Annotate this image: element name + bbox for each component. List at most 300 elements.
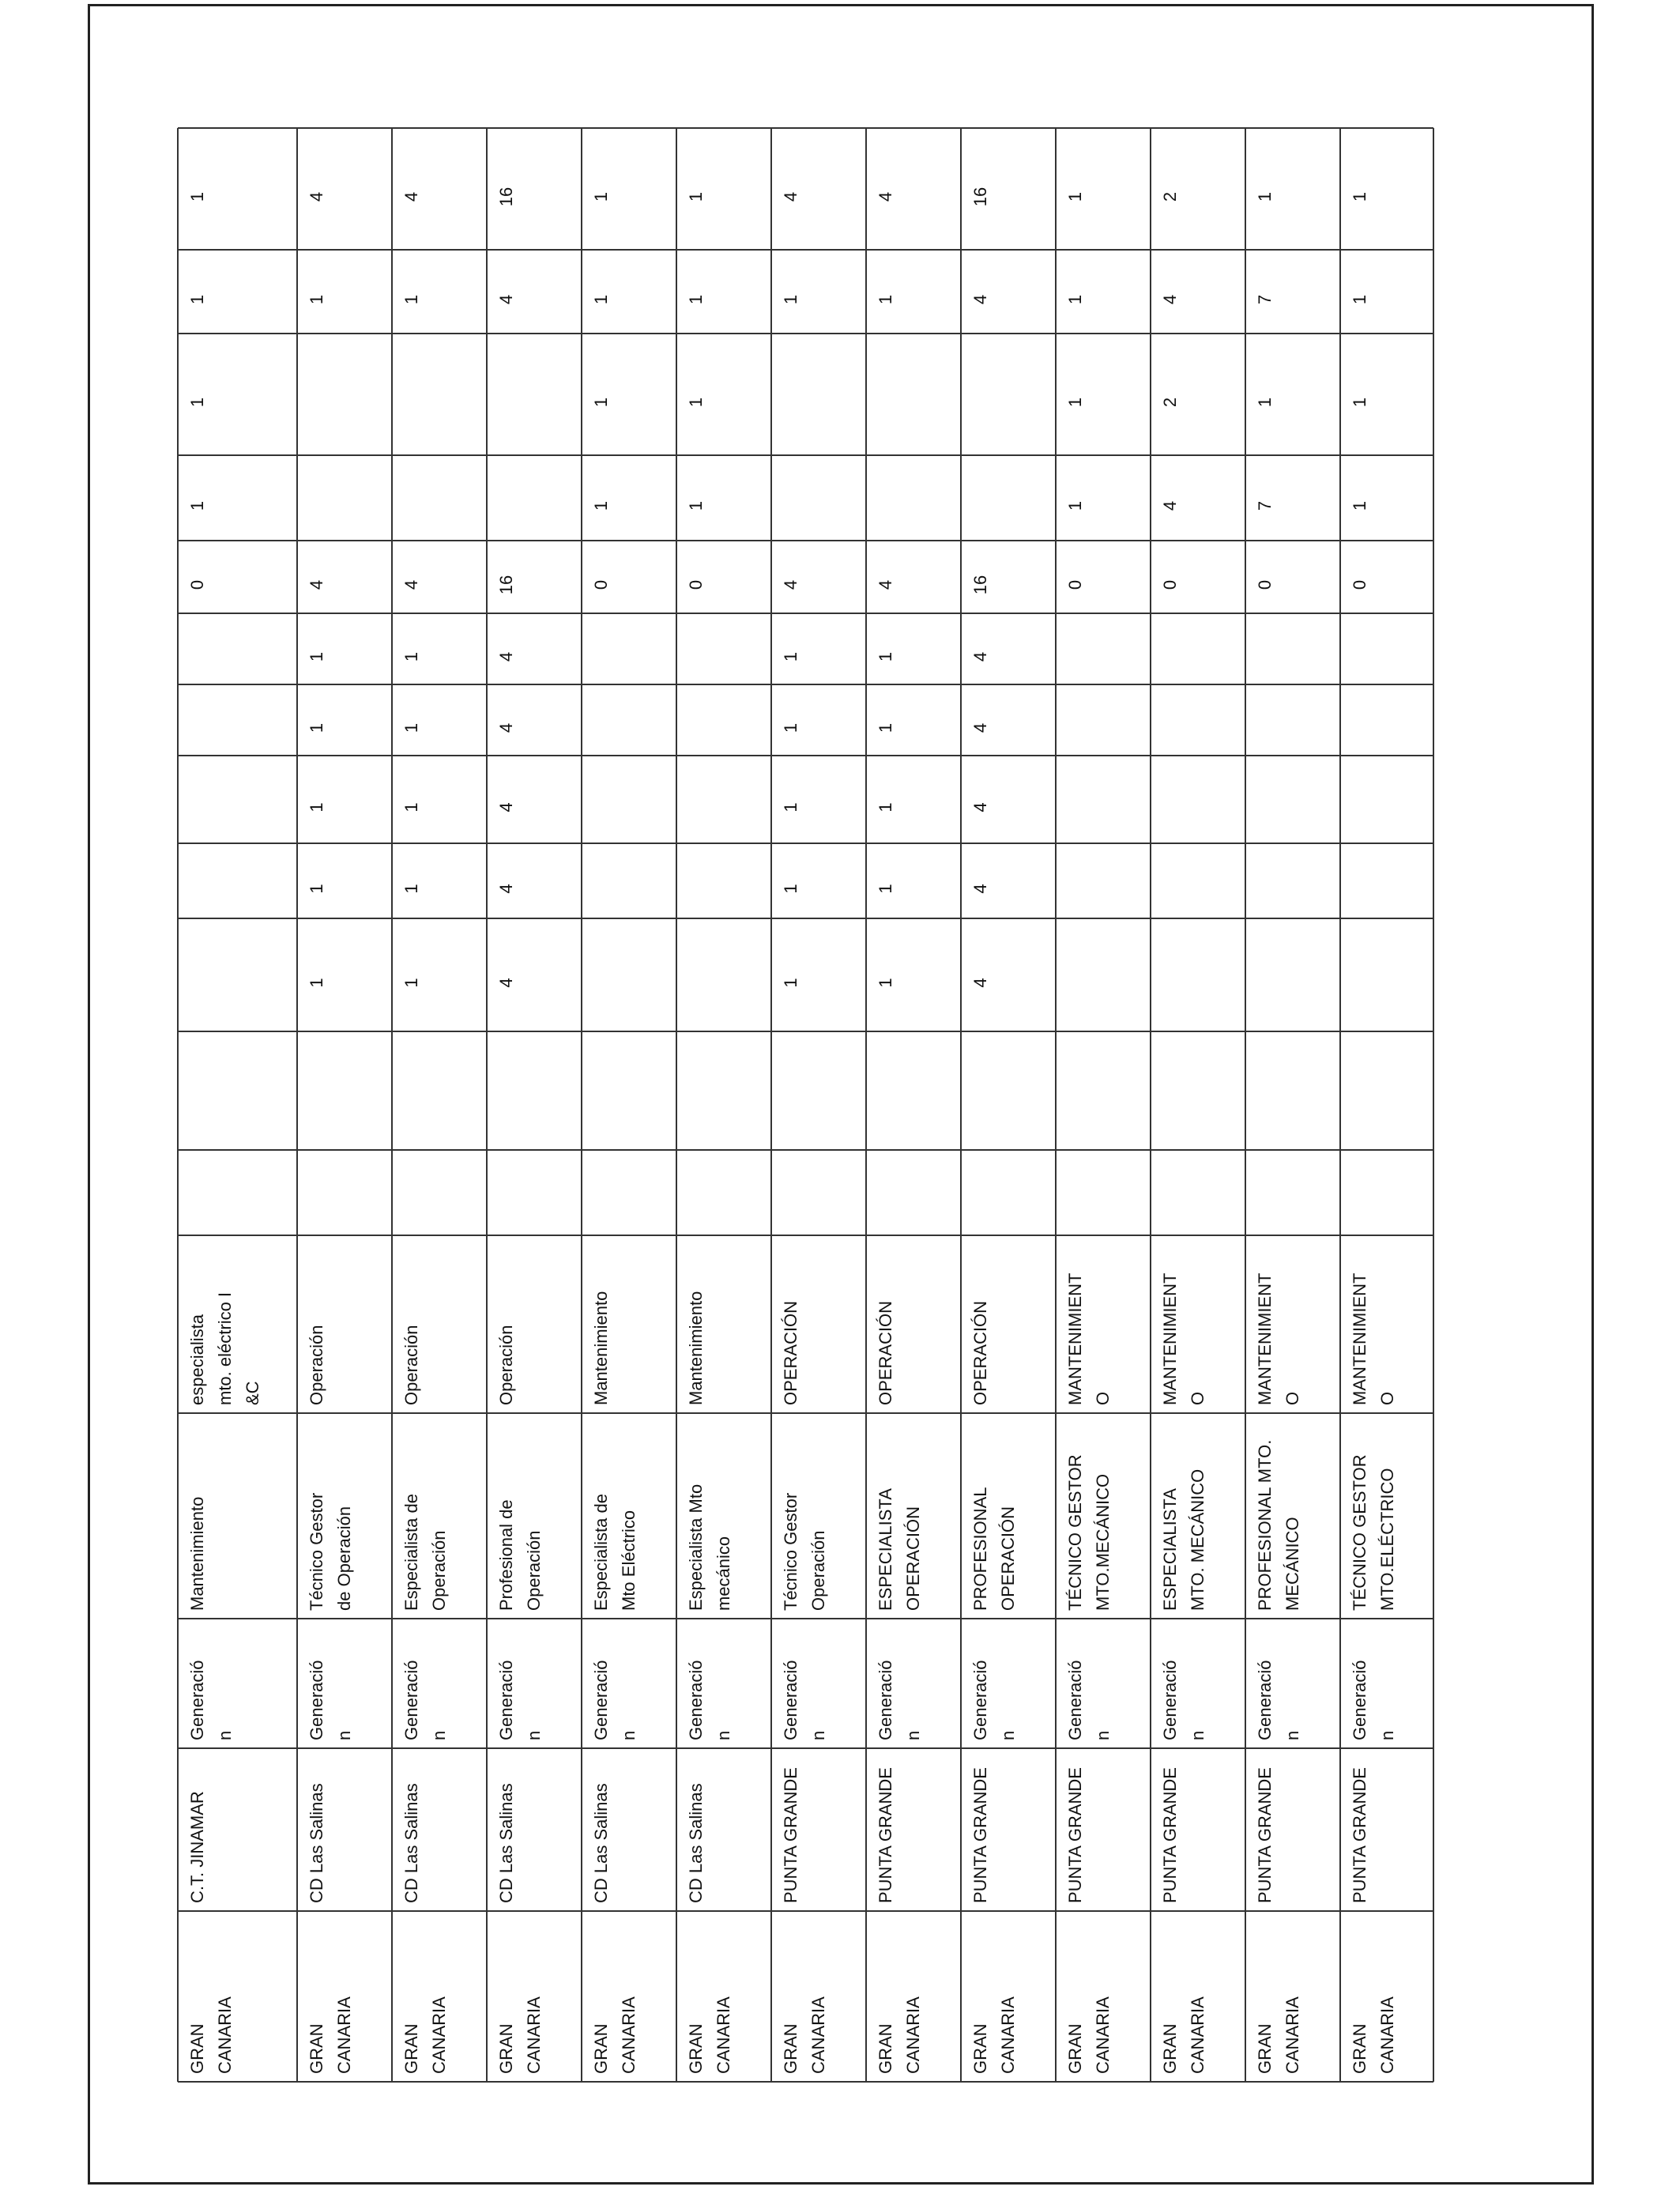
cell-center: [401, 1783, 421, 1903]
cell-text: mto. eléctrico I: [215, 1291, 235, 1405]
cell-text: 4: [970, 651, 990, 662]
cell-c9: [307, 802, 326, 812]
cell-c7: [970, 978, 990, 987]
cell-text: GRAN: [781, 2023, 800, 2074]
cell-position: [1160, 1469, 1207, 1611]
cell-text: O: [1377, 1391, 1398, 1405]
cell-center: [1255, 1767, 1275, 1903]
cell-text: 1: [401, 651, 421, 662]
cell-text: 4: [496, 978, 516, 988]
cell-text: 4: [401, 191, 421, 202]
cell-c15: [686, 295, 706, 304]
cell-c10: [307, 723, 326, 733]
cell-text: Generació: [496, 1660, 516, 1740]
cell-center: [187, 1791, 207, 1903]
cell-region: [1160, 1996, 1207, 2074]
cell-text: Generació: [970, 1660, 990, 1740]
cell-text: CANARIA: [334, 1996, 355, 2074]
cell-position: [496, 1499, 544, 1611]
cell-c16: [591, 192, 611, 202]
cell-text: CANARIA: [998, 1996, 1019, 2074]
cell-text: Operación: [496, 1325, 516, 1405]
cell-c9: [876, 802, 895, 812]
cell-text: 1: [781, 802, 800, 812]
cell-area: [1065, 1660, 1113, 1740]
cell-position: [1065, 1454, 1113, 1611]
cell-role: [496, 1325, 516, 1405]
cell-area: [781, 1660, 828, 1740]
cell-area: [1160, 1660, 1207, 1740]
cell-center: [307, 1783, 326, 1903]
cell-c11: [876, 652, 895, 662]
cell-center: [1065, 1767, 1085, 1903]
cell-text: CD Las Salinas: [591, 1783, 611, 1903]
cell-region: [591, 1996, 638, 2074]
cell-role: [970, 1301, 990, 1405]
cell-text: Generació: [781, 1660, 800, 1740]
cell-region: [401, 1996, 449, 2074]
cell-text: n: [1283, 1730, 1303, 1740]
cell-c16: [1350, 192, 1369, 202]
cell-text: MTO. MECÁNICO: [1188, 1468, 1208, 1611]
cell-region: [1255, 1996, 1302, 2074]
cell-text: n: [903, 1730, 924, 1740]
cell-text: 0: [1255, 579, 1275, 590]
cell-text: 4: [496, 294, 516, 305]
cell-c13: [1065, 501, 1085, 511]
cell-c16: [686, 192, 706, 202]
cell-c7: [496, 978, 516, 987]
cell-text: 1: [1065, 397, 1085, 408]
cell-text: 4: [496, 651, 516, 662]
cell-c7: [876, 978, 895, 987]
cell-c13: [1160, 501, 1180, 511]
cell-text: n: [714, 1730, 734, 1740]
cell-role: [1255, 1273, 1302, 1405]
cell-text: PUNTA GRANDE: [1065, 1767, 1085, 1903]
cell-text: 1: [781, 294, 800, 305]
cell-text: Generació: [187, 1660, 207, 1740]
cell-c7: [781, 978, 800, 987]
cell-c10: [781, 723, 800, 733]
cell-c12: [1065, 580, 1085, 590]
cell-text: 1: [591, 294, 611, 305]
cell-text: TÉCNICO GESTOR: [1065, 1454, 1085, 1611]
cell-c12: [970, 575, 990, 594]
cell-role: [686, 1291, 706, 1405]
cell-text: Generació: [307, 1660, 326, 1740]
cell-text: 7: [1255, 500, 1275, 511]
cell-area: [496, 1660, 544, 1740]
cell-c16: [781, 192, 800, 202]
cell-c13: [1255, 501, 1275, 511]
cell-text: 16: [970, 187, 990, 207]
cell-c13: [187, 501, 207, 511]
cell-c12: [496, 575, 516, 594]
cell-text: 1: [686, 294, 706, 305]
cell-text: mecánico: [714, 1536, 734, 1611]
cell-text: 1: [401, 884, 421, 894]
cell-text: 4: [876, 191, 895, 202]
cell-text: Generació: [1350, 1660, 1369, 1740]
cell-role: [307, 1325, 326, 1405]
cell-text: CANARIA: [903, 1996, 924, 2074]
cell-c16: [307, 192, 326, 202]
cell-c8: [307, 884, 326, 893]
cell-text: 1: [401, 978, 421, 988]
cell-text: 4: [307, 579, 326, 590]
cell-text: 4: [496, 884, 516, 894]
cell-text: 4: [401, 579, 421, 590]
cell-position: [401, 1494, 449, 1611]
cell-text: 1: [307, 294, 326, 305]
cell-text: ESPECIALISTA: [1160, 1488, 1180, 1611]
cell-text: MTO.MECÁNICO: [1093, 1473, 1113, 1611]
cell-text: PUNTA GRANDE: [1350, 1767, 1369, 1903]
cell-center: [781, 1767, 800, 1903]
cell-text: 1: [187, 397, 207, 408]
cell-text: 4: [970, 722, 990, 733]
cell-text: n: [619, 1730, 639, 1740]
cell-center: [591, 1783, 611, 1903]
cell-text: CANARIA: [429, 1996, 450, 2074]
cell-c15: [591, 295, 611, 304]
cell-text: 4: [970, 884, 990, 894]
cell-area: [686, 1660, 733, 1740]
cell-text: de Operación: [334, 1506, 355, 1611]
cell-area: [1255, 1660, 1302, 1740]
cell-c10: [970, 723, 990, 733]
cell-c11: [401, 652, 421, 662]
cell-role: [781, 1301, 800, 1405]
cell-c8: [496, 884, 516, 893]
cell-position: [876, 1488, 923, 1611]
cell-text: 16: [970, 575, 990, 595]
cell-text: ESPECIALISTA: [876, 1488, 895, 1611]
cell-c10: [401, 723, 421, 733]
cell-text: CANARIA: [215, 1996, 235, 2074]
cell-text: 2: [1160, 397, 1180, 408]
cell-text: 1: [781, 884, 800, 894]
cell-text: Generació: [591, 1660, 611, 1740]
cell-text: 1: [187, 294, 207, 305]
cell-c14: [187, 398, 207, 407]
cell-text: 1: [781, 651, 800, 662]
cell-c14: [1160, 398, 1180, 407]
cell-text: Generació: [1255, 1660, 1275, 1740]
cell-role: [1350, 1273, 1397, 1405]
cell-text: 1: [1065, 191, 1085, 202]
cell-area: [307, 1660, 354, 1740]
cell-c15: [307, 295, 326, 304]
cell-text: GRAN: [970, 2023, 990, 2074]
cell-text: n: [1377, 1730, 1398, 1740]
cell-area: [401, 1660, 449, 1740]
cell-text: 1: [781, 722, 800, 733]
cell-text: CANARIA: [1283, 1996, 1303, 2074]
cell-text: 1: [1350, 397, 1369, 408]
cell-text: 1: [876, 651, 895, 662]
cell-text: 0: [1065, 579, 1085, 590]
cell-text: GRAN: [307, 2023, 326, 2074]
cell-text: PUNTA GRANDE: [781, 1767, 800, 1903]
cell-text: Mantenimiento: [686, 1291, 706, 1405]
cell-text: O: [1188, 1391, 1208, 1405]
cell-text: 1: [781, 978, 800, 988]
cell-text: 1: [876, 722, 895, 733]
cell-text: Operación: [524, 1530, 544, 1611]
cell-text: 1: [686, 397, 706, 408]
cell-c16: [496, 187, 516, 206]
cell-region: [1350, 1996, 1397, 2074]
cell-position: [187, 1497, 207, 1611]
cell-position: [781, 1493, 828, 1611]
cell-text: Generació: [1065, 1660, 1085, 1740]
cell-role: [876, 1301, 895, 1405]
cell-role: [1160, 1273, 1207, 1405]
cell-text: 1: [1350, 500, 1369, 511]
cell-position: [970, 1487, 1018, 1611]
cell-text: Operación: [401, 1325, 421, 1405]
cell-c15: [1255, 295, 1275, 304]
cell-center: [876, 1767, 895, 1903]
cell-text: Técnico Gestor: [307, 1492, 326, 1611]
cell-c9: [401, 802, 421, 812]
cell-area: [970, 1660, 1018, 1740]
cell-text: n: [1093, 1730, 1113, 1740]
cell-text: PROFESIONAL MTO.: [1255, 1439, 1275, 1611]
cell-text: Generació: [401, 1660, 421, 1740]
cell-position: [591, 1494, 638, 1611]
cell-c11: [970, 652, 990, 662]
cell-text: 0: [686, 579, 706, 590]
cell-role: [1065, 1273, 1113, 1405]
cell-text: 0: [1350, 579, 1369, 590]
cell-c15: [970, 295, 990, 304]
cell-text: CD Las Salinas: [401, 1783, 421, 1903]
cell-text: Generació: [686, 1660, 706, 1740]
cell-c7: [401, 978, 421, 987]
cell-position: [307, 1493, 354, 1611]
cell-text: OPERACIÓN: [998, 1506, 1019, 1611]
cell-text: 0: [1160, 579, 1180, 590]
cell-text: n: [215, 1730, 235, 1740]
cell-region: [686, 1996, 733, 2074]
cell-text: 1: [591, 500, 611, 511]
cell-text: MANTENIMIENT: [1160, 1272, 1180, 1405]
cell-text: 1: [1255, 191, 1275, 202]
cell-c13: [1350, 501, 1369, 511]
cell-text: 2: [1160, 191, 1180, 202]
cell-text: 1: [591, 397, 611, 408]
cell-text: 4: [307, 191, 326, 202]
cell-text: MECÁNICO: [1283, 1517, 1303, 1611]
cell-c16: [876, 192, 895, 202]
cell-region: [876, 1996, 923, 2074]
cell-c11: [307, 652, 326, 662]
cell-c16: [401, 192, 421, 202]
cell-text: CANARIA: [1377, 1996, 1398, 2074]
cell-c10: [496, 723, 516, 733]
cell-text: especialista: [187, 1314, 207, 1405]
cell-c8: [781, 884, 800, 893]
cell-text: 4: [781, 579, 800, 590]
cell-c15: [496, 295, 516, 304]
cell-c12: [1160, 580, 1180, 590]
cell-text: PROFESIONAL: [970, 1487, 990, 1611]
cell-c7: [307, 978, 326, 987]
cell-area: [591, 1660, 638, 1740]
cell-text: Profesional de: [496, 1499, 516, 1611]
cell-text: Operación: [429, 1530, 450, 1611]
cell-text: Generació: [876, 1660, 895, 1740]
cell-text: 1: [1065, 294, 1085, 305]
cell-region: [970, 1996, 1018, 2074]
cell-text: PUNTA GRANDE: [1160, 1767, 1180, 1903]
cell-text: CD Las Salinas: [496, 1783, 516, 1903]
cell-text: 1: [307, 802, 326, 812]
cell-c15: [1350, 295, 1369, 304]
cell-text: &C: [243, 1381, 263, 1405]
cell-c14: [1255, 398, 1275, 407]
cell-c14: [686, 398, 706, 407]
cell-text: 1: [187, 191, 207, 202]
cell-c9: [496, 802, 516, 812]
cell-text: 16: [496, 575, 516, 595]
cell-text: Especialista de: [401, 1494, 421, 1611]
cell-text: MTO.ELÉCTRICO: [1377, 1468, 1398, 1611]
cell-c16: [1065, 192, 1085, 202]
cell-area: [876, 1660, 923, 1740]
cell-c9: [781, 802, 800, 812]
cell-text: Operación: [808, 1530, 829, 1611]
cell-text: Operación: [307, 1325, 326, 1405]
cell-text: 1: [307, 978, 326, 988]
cell-text: 1: [1065, 500, 1085, 511]
cell-text: 1: [876, 978, 895, 988]
cell-region: [781, 1996, 828, 2074]
cell-center: [1350, 1767, 1369, 1903]
cell-c16: [970, 187, 990, 206]
cell-text: n: [334, 1730, 355, 1740]
cell-text: 1: [876, 802, 895, 812]
cell-text: 4: [1160, 294, 1180, 305]
cell-c15: [781, 295, 800, 304]
cell-c11: [496, 652, 516, 662]
cell-text: 4: [970, 294, 990, 305]
cell-area: [1350, 1660, 1397, 1740]
cell-text: 4: [496, 802, 516, 812]
cell-text: GRAN: [1065, 2023, 1085, 2074]
cell-c12: [307, 580, 326, 590]
cell-text: Mantenimiento: [591, 1291, 611, 1405]
cell-text: C.T. JINAMAR: [187, 1791, 207, 1903]
cell-text: 1: [876, 294, 895, 305]
cell-position: [1255, 1440, 1302, 1611]
cell-text: MANTENIMIENT: [1255, 1272, 1275, 1405]
cell-text: 1: [1350, 294, 1369, 305]
cell-text: O: [1283, 1391, 1303, 1405]
cell-text: 4: [876, 579, 895, 590]
cell-text: OPERACIÓN: [781, 1300, 800, 1405]
cell-text: CANARIA: [1188, 1996, 1208, 2074]
cell-text: 0: [187, 579, 207, 590]
cell-text: GRAN: [876, 2023, 895, 2074]
cell-center: [1160, 1767, 1180, 1903]
cell-text: 1: [401, 294, 421, 305]
cell-center: [686, 1783, 706, 1903]
cell-text: OPERACIÓN: [970, 1300, 990, 1405]
cell-text: Mantenimiento: [187, 1496, 207, 1611]
cell-text: 1: [591, 191, 611, 202]
cell-text: MANTENIMIENT: [1350, 1272, 1369, 1405]
cell-c16: [1255, 192, 1275, 202]
cell-text: CD Las Salinas: [686, 1783, 706, 1903]
cell-text: n: [429, 1730, 450, 1740]
cell-text: CANARIA: [1093, 1996, 1113, 2074]
cell-text: 1: [401, 722, 421, 733]
cell-c12: [1255, 580, 1275, 590]
cell-text: n: [808, 1730, 829, 1740]
cell-text: 1: [1255, 397, 1275, 408]
cell-c13: [591, 501, 611, 511]
cell-region: [187, 1996, 235, 2074]
cell-text: 4: [781, 191, 800, 202]
cell-text: MANTENIMIENT: [1065, 1272, 1085, 1405]
cell-c8: [876, 884, 895, 893]
cell-text: GRAN: [1160, 2023, 1180, 2074]
cell-role: [187, 1292, 262, 1405]
cell-c12: [686, 580, 706, 590]
cell-text: Generació: [1160, 1660, 1180, 1740]
cell-c10: [876, 723, 895, 733]
cell-area: [187, 1660, 235, 1740]
cell-c15: [1160, 295, 1180, 304]
cell-text: GRAN: [496, 2023, 516, 2074]
cell-position: [686, 1484, 733, 1611]
cell-text: GRAN: [686, 2023, 706, 2074]
cell-text: Especialista Mto: [686, 1483, 706, 1611]
cell-text: 1: [686, 500, 706, 511]
cell-text: GRAN: [401, 2023, 421, 2074]
cell-center: [496, 1783, 516, 1903]
cell-text: PUNTA GRANDE: [1255, 1767, 1275, 1903]
cell-text: PUNTA GRANDE: [876, 1767, 895, 1903]
cell-text: PUNTA GRANDE: [970, 1767, 990, 1903]
cell-role: [401, 1325, 421, 1405]
cell-c12: [401, 580, 421, 590]
cell-text: 1: [876, 884, 895, 894]
cell-text: Técnico Gestor: [781, 1492, 800, 1611]
cell-c12: [876, 580, 895, 590]
cell-text: n: [1188, 1730, 1208, 1740]
cell-c12: [187, 580, 207, 590]
cell-c15: [401, 295, 421, 304]
cell-text: Mto Eléctrico: [619, 1510, 639, 1611]
cell-text: GRAN: [187, 2023, 207, 2074]
cell-c15: [876, 295, 895, 304]
cell-text: TÉCNICO GESTOR: [1350, 1454, 1369, 1611]
cell-c15: [1065, 295, 1085, 304]
cell-text: Especialista de: [591, 1494, 611, 1611]
cell-text: CANARIA: [714, 1996, 734, 2074]
cell-c11: [781, 652, 800, 662]
cell-c16: [187, 192, 207, 202]
cell-c14: [1350, 398, 1369, 407]
cell-role: [591, 1291, 611, 1405]
cell-c12: [781, 580, 800, 590]
cell-text: CD Las Salinas: [307, 1783, 326, 1903]
